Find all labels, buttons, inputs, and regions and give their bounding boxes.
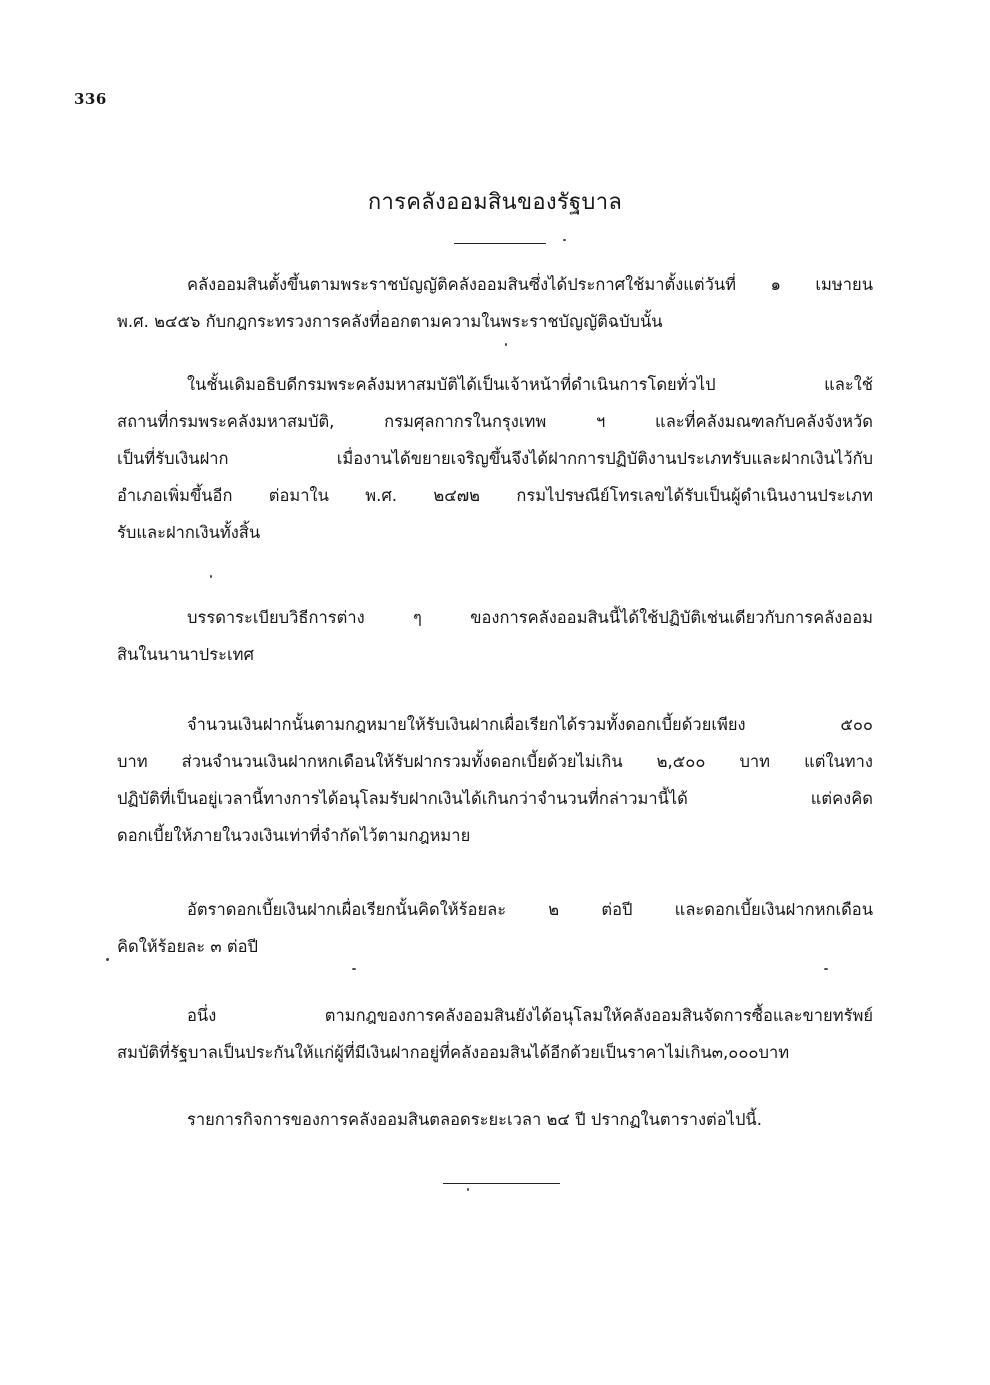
paragraph-line: สินในนานาประเทศ [117,645,254,664]
scan-speck [210,575,212,578]
paragraph-2 [117,366,873,551]
paragraph-line: ปฏิบัติที่เป็นอยู่เวลานี้ทางการได้อนุโลมรับฝากเงินได้เกินกว่าจำนวนที่กล่าวมานี้ได้ แต่คงคิด [117,789,873,808]
page-title: การคลังออมสินของรัฐบาล [367,190,623,215]
page-number: 336 [74,90,107,108]
scan-speck [563,239,566,241]
paragraph-line: อนึ่ง ตามกฎของการคลังออมสินยังได้อนุโลมให้คลังออมสินจัดการซื้อและขายทรัพย์ [187,1006,873,1025]
paragraph-line: รับและฝากเงินทั้งสิ้น [117,523,261,542]
title-divider [454,243,546,244]
paragraph-line: รายการกิจการของการคลังออมสินตลอดระยะเวลา ๒๔ ปี ปรากฏในตารางต่อไปนี้. [187,1110,762,1129]
paragraph-line: บรรดาระเบียบวิธีการต่าง ๆ ของการคลังออมสินนี้ได้ใช้ปฏิบัติเช่นเดียวกับการคลังออม [187,608,873,627]
paragraph-line: คิดให้ร้อยละ ๓ ต่อปี [117,937,258,956]
paragraph-line: ในชั้นเดิมอธิบดีกรมพระคลังมหาสมบัติได้เป็นเจ้าหน้าที่ดำเนินการโดยทั่วไป และใช้ [187,375,873,394]
paragraph-4 [117,706,873,854]
paragraph-line: บาท ส่วนจำนวนเงินฝากหกเดือนให้รับฝากรวมทั้งดอกเบี้ยด้วยไม่เกิน ๒,๕๐๐ บาท แต่ในทาง [117,752,873,771]
paragraph-7 [117,1101,873,1138]
paragraph-line: สมบัติที่รัฐบาลเป็นประกันให้แก่ผู้ที่มีเงินฝากอยู่ที่คลังออมสินได้อีกด้วยเป็นราคาไม่เกิน๓,๐๐๐บาท [117,1043,790,1062]
paragraph-6 [117,997,873,1071]
scan-speck [106,958,109,961]
paragraph-5 [117,891,873,965]
paragraph-3 [117,599,873,673]
paragraph-line: อัตราดอกเบี้ยเงินฝากเผื่อเรียกนั้นคิดให้ร้อยละ ๒ ต่อปี และดอกเบี้ยเงินฝากหกเดือน [187,900,873,919]
paragraph-line: อำเภอเพิ่มขึ้นอีก ต่อมาใน พ.ศ. ๒๔๗๒ กรมไปรษณีย์โทรเลขได้รับเป็นผู้ดำเนินงานประเภท [117,486,873,505]
paragraph-line: เป็นที่รับเงินฝาก เมื่องานได้ขยายเจริญขึ้นจึงได้ฝากการปฏิบัติงานประเภทรับและฝากเงินไว้กับ [117,449,873,468]
paragraph-line: พ.ศ. ๒๔๕๖ กับกฎกระทรวงการคลังที่ออกตามความในพระราชบัญญัติฉบับนั้น [117,312,663,331]
paragraph-line: จำนวนเงินฝากนั้นตามกฎหมายให้รับเงินฝากเผื่อเรียกได้รวมทั้งดอกเบี้ยด้วยเพียง ๕๐๐ [187,715,873,734]
paragraph-1 [117,266,873,340]
paragraph-line: คลังออมสินตั้งขึ้นตามพระราชบัญญัติคลังออมสินซึ่งได้ประกาศใช้มาตั้งแต่วันที่ ๑ เมษายน [187,275,873,294]
scan-speck [505,343,507,346]
paragraph-line: ดอกเบี้ยให้ภายในวงเงินเท่าที่จำกัดไว้ตามกฎหมาย [117,826,471,845]
scan-speck [352,968,356,970]
scan-speck [824,968,828,970]
paragraph-line: สถานที่กรมพระคลังมหาสมบัติ, กรมศุลกากรในกรุงเทพ ฯ และที่คลังมณฑลกับคลังจังหวัด [117,412,873,431]
scan-speck [467,1188,469,1191]
end-divider [443,1183,560,1184]
